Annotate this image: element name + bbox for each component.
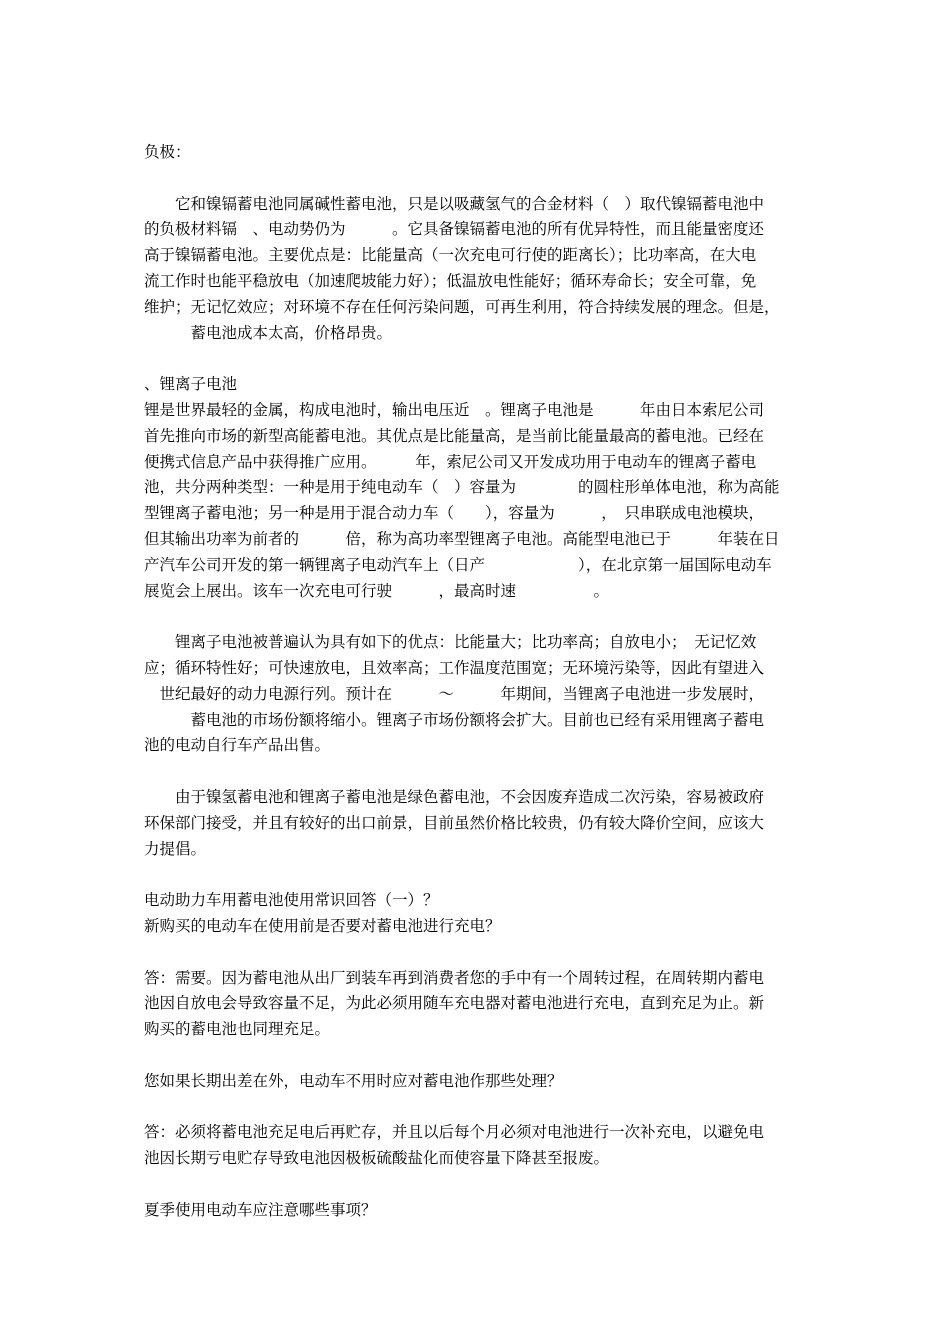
text-line: 答：需要。因为蓄电池从出厂到装车再到消费者您的手中有一个周转过程，在周转期内蓄电: [144, 968, 765, 987]
text-line: 维护；无记忆效应；对环境不存在任何污染问题，可再生利用，符合持续发展的理念。但是，: [144, 297, 780, 316]
paragraph-gap: [144, 1094, 808, 1120]
paragraph-green-battery: [144, 785, 808, 862]
text-line: 应；循环特性好；可快速放电，且效率高；工作温度范围宽；无环境污染等，因此有望进入: [144, 658, 765, 677]
text-line: 产汽车公司开发的第一辆锂离子电动汽车上（日产 ），在北京第一届国际电动车: [144, 555, 772, 574]
text-line: 由于镍氢蓄电池和锂离子蓄电池是绿色蓄电池，不会因废弃造成二次污染，容易被政府: [144, 787, 765, 806]
paragraph-anode: [144, 140, 808, 166]
text-line: 但其输出功率为前者的 倍，称为高功率型锂离子电池。高能型电池已于 年装在日: [144, 529, 780, 548]
faq-question: 新购买的电动车在使用前是否要对蓄电池进行充电？: [144, 916, 501, 935]
text-line: 池因自放电会导致容量不足，为此必须用随车充电器对蓄电池进行充电，直到充足为止。新: [144, 994, 765, 1013]
faq-question: 夏季使用电动车应注意哪些事项？: [144, 1200, 377, 1219]
text-line: 世纪最好的动力电源行列。预计在 ～ 年期间，当锂离子电池进一步发展时，: [144, 684, 765, 703]
paragraph-gap: [144, 1172, 808, 1198]
paragraph-nimh: [144, 192, 808, 347]
text-line: 负极：: [144, 143, 191, 161]
document-page: [144, 140, 808, 1223]
faq-title: 电动助力车用蓄电池使用常识回答（一）？: [144, 891, 439, 910]
paragraph-li-ion: [144, 372, 808, 604]
text-line: 池，共分两种类型：一种是用于纯电动车（ ）容量为 的圆柱形单体电池，称为高能: [144, 478, 780, 497]
text-line: 它和镍镉蓄电池同属碱性蓄电池，只是以吸藏氢气的合金材料（ ）取代镍镉蓄电池中: [144, 194, 765, 213]
section-heading: 、锂离子电池: [144, 375, 238, 394]
text-line: 型锂离子蓄电池；另一种是用于混合动力车（ ），容量为 ， 只串联成电池模块，: [144, 504, 765, 523]
text-line: 力提倡。: [144, 839, 207, 858]
paragraph-gap: [144, 940, 808, 966]
text-line: 蓄电池成本太高，价格昂贵。: [144, 323, 393, 342]
text-line: 答：必须将蓄电池充足电后再贮存，并且以后每个月必须对电池进行一次补充电，以避免电: [144, 1123, 765, 1142]
paragraph-li-ion-advantages: [144, 630, 808, 759]
faq-answer-2: [144, 1120, 808, 1172]
paragraph-gap: [144, 166, 808, 192]
text-line: 池因长期亏电贮存导致电池因极板硫酸盐化而使容量下降甚至报废。: [144, 1149, 610, 1168]
paragraph-gap: [144, 759, 808, 785]
paragraph-gap: [144, 1043, 808, 1069]
faq-question: 您如果长期出差在外，电动车不用时应对蓄电池作那些处理？: [144, 1071, 563, 1090]
text-line: 的负极材料镉 、电动势仍为 。它具备镍镉蓄电池的所有优异特性，而且能量密度还: [144, 220, 765, 239]
faq-heading: [144, 888, 808, 940]
paragraph-gap: [144, 604, 808, 630]
text-line: 购买的蓄电池也同理充足。: [144, 1020, 331, 1039]
text-line: 首先推向市场的新型高能蓄电池。其优点是比能量高，是当前比能量最高的蓄电池。已经在: [144, 426, 765, 445]
faq-answer-1: [144, 966, 808, 1043]
text-line: 蓄电池的市场份额将缩小。锂离子市场份额将会扩大。目前也已经有采用锂离子蓄电: [144, 710, 765, 729]
text-line: 环保部门接受，并且有较好的出口前景，目前虽然价格比较贵，仍有较大降价空间，应该大: [144, 813, 765, 832]
text-line: 便携式信息产品中获得推广应用。 年，索尼公司又开发成功用于电动车的锂离子蓄电: [144, 452, 757, 471]
text-line: 高于镍镉蓄电池。主要优点是：比能量高（一次充电可行使的距离长）；比功率高，在大电: [144, 246, 757, 265]
paragraph-gap: [144, 346, 808, 372]
text-line: 流工作时也能平稳放电（加速爬坡能力好）；低温放电性能好；循环寿命长；安全可靠，免: [144, 271, 757, 290]
text-line: 池的电动自行车产品出售。: [144, 736, 331, 755]
faq-question-2: [144, 1069, 808, 1095]
text-line: 锂是世界最轻的金属，构成电池时，输出电压近 。锂离子电池是 年由日本索尼公司: [144, 400, 765, 419]
text-line: 锂离子电池被普遍认为具有如下的优点：比能量大；比功率高；自放电小； 无记忆效: [144, 633, 757, 652]
text-line: 展览会上展出。该车一次充电可行驶 ，最高时速 。: [144, 581, 610, 600]
paragraph-gap: [144, 862, 808, 888]
faq-question-3: [144, 1198, 808, 1224]
